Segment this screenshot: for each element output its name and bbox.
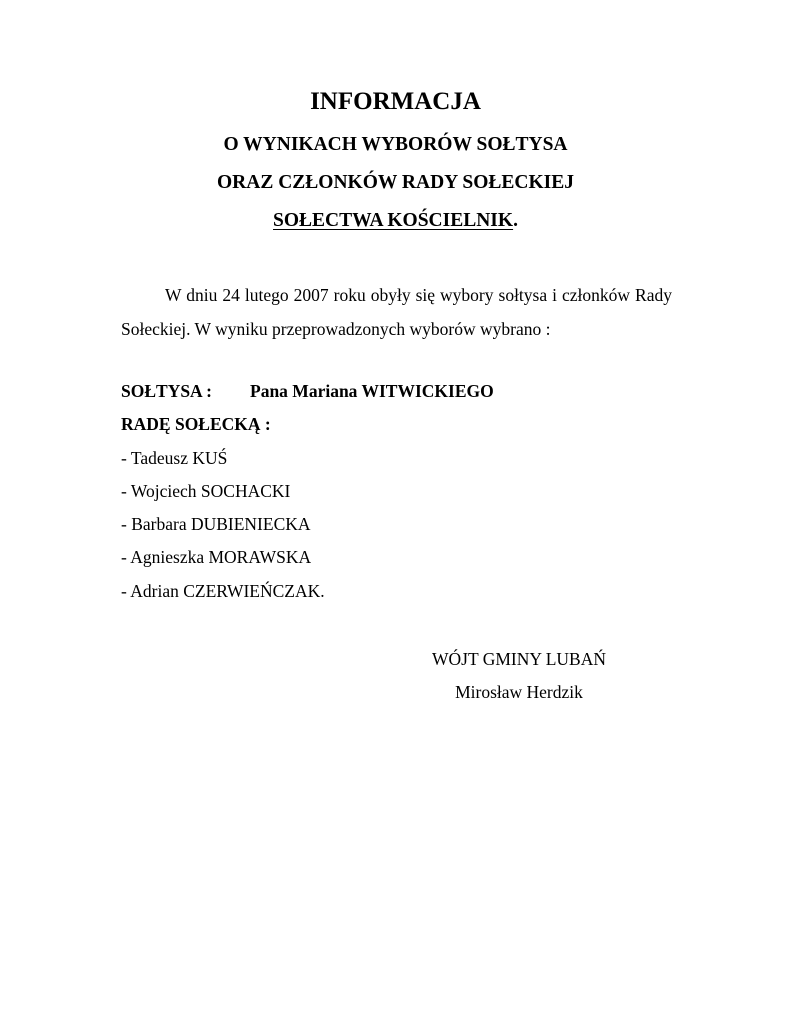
village-name: SOŁECTWA KOŚCIELNIK (273, 210, 514, 231)
subtitle-line-3 (0, 210, 791, 232)
subtitle-line-2: ORAZ CZŁONKÓW RADY SOŁECKIEJ (216, 172, 575, 193)
soltys-label: SOŁTYSA : (121, 381, 212, 401)
subtitle-period: . (513, 210, 518, 231)
member-item: - Tadeusz KUŚ (121, 448, 228, 468)
subtitle-line-1: O WYNIKACH WYBORÓW SOŁTYSA (223, 134, 568, 155)
member-item: - Adrian CZERWIEŃCZAK. (121, 581, 325, 601)
member-item: - Barbara DUBIENIECKA (121, 514, 311, 534)
soltys-line (121, 381, 494, 402)
rada-label: RADĘ SOŁECKĄ : (121, 414, 271, 434)
document-title: INFORMACJA (310, 88, 481, 115)
signature-office: WÓJT GMINY LUBAŃ (431, 649, 607, 669)
signature-name: Mirosław Herdzik (455, 682, 583, 702)
member-item: - Agnieszka MORAWSKA (121, 547, 312, 567)
member-item: - Wojciech SOCHACKI (121, 481, 291, 501)
soltys-name: Pana Mariana WITWICKIEGO (250, 381, 494, 401)
intro-paragraph: W dniu 24 lutego 2007 roku obyły się wybory sołtysa i członków Rady Sołeckiej. W wyniku przeprowadzonych wyborów wybrano : (121, 285, 672, 339)
